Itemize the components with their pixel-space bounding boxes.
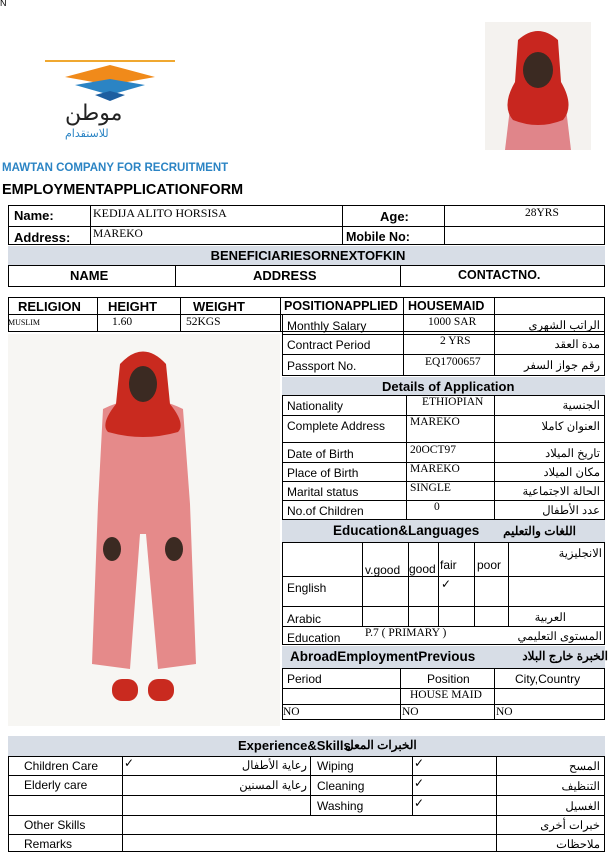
arabic-arabic: العربية: [534, 612, 566, 624]
abroad-col-position: Position: [427, 672, 470, 686]
company-name: MAWTAN COMPANY FOR RECRUITMENT: [2, 162, 229, 174]
complete-address-value: MAREKO: [410, 416, 460, 428]
wiping-arabic: المسح: [568, 761, 600, 773]
pob-label: Place of Birth: [287, 466, 359, 480]
english-fair-check-icon: ✓: [441, 577, 452, 591]
children-value: 0: [434, 501, 440, 513]
washing-check-icon: ✓: [414, 796, 425, 810]
abroad-title-arabic: الخبرة خارج البلاد: [522, 649, 608, 663]
contract-period-value: 2 YRS: [440, 335, 471, 347]
complete-address-label: Complete Address: [287, 419, 386, 433]
nationality-value: ETHIOPIAN: [422, 396, 484, 408]
pob-arabic: مكان الميلاد: [543, 467, 600, 479]
beneficiaries-col-name: NAME: [70, 268, 109, 283]
passport-arabic: رقم جواز السفر: [523, 360, 600, 372]
pob-value: MAREKO: [410, 463, 460, 475]
washing-arabic: الغسيل: [565, 801, 600, 813]
education-title-arabic: اللغات والتعليم: [503, 524, 576, 538]
children-care-check-icon: ✓: [124, 756, 135, 770]
abroad-period-no: NO: [283, 706, 300, 718]
arabic-label: Arabic: [287, 612, 322, 626]
level-fair: fair: [440, 558, 457, 572]
marital-status-value: SINGLE: [410, 482, 451, 494]
dob-arabic: تاريخ الميلاد: [545, 448, 600, 460]
cleaning-arabic: التنظيف: [561, 781, 600, 793]
corner-mark: N: [0, 0, 7, 8]
applicant-full-body-photo: [8, 334, 280, 726]
english-arabic: الانجليزية: [558, 548, 602, 560]
height-label: HEIGHT: [108, 299, 158, 314]
details-title: Details of Application: [382, 379, 515, 394]
age-value: 28YRS: [525, 207, 559, 219]
education-title: Education&Languages: [333, 523, 480, 538]
passport-value: EQ1700657: [425, 356, 481, 368]
position-applied-label: POSITIONAPPLIED: [284, 299, 398, 313]
children-care-arabic: رعاية الأطفال: [241, 760, 307, 772]
nationality-arabic: الجنسية: [562, 400, 600, 412]
children-arabic: عدد الأطفال: [542, 505, 600, 517]
beneficiaries-title: BENEFICIARIESORNEXTOFKIN: [210, 248, 406, 263]
form-title: EMPLOYMENTAPPLICATIONFORM: [2, 182, 244, 198]
mobile-label: Mobile No:: [346, 230, 410, 244]
abroad-title: AbroadEmploymentPrevious: [290, 649, 476, 664]
remarks-arabic: ملاحظات: [556, 839, 600, 851]
abroad-position-no: NO: [402, 706, 419, 718]
logo-arabic-text: موطن: [65, 101, 123, 126]
applicant-portrait-photo: [485, 22, 591, 150]
company-logo: [40, 55, 180, 155]
religion-label: RELIGION: [18, 299, 81, 314]
education-arabic: المستوى التعليمي: [517, 631, 602, 643]
age-label: Age:: [380, 209, 409, 224]
monthly-salary-arabic: الراتب الشهري: [528, 320, 600, 332]
name-label: Name:: [14, 208, 54, 223]
other-skills-label: Other Skills: [24, 818, 86, 832]
beneficiaries-col-address: ADDRESS: [253, 268, 317, 283]
other-skills-arabic: خبرات أخرى: [540, 820, 600, 832]
dob-value: 20OCT97: [410, 444, 456, 456]
dob-label: Date of Birth: [287, 447, 354, 461]
weight-value: 52KGS: [186, 316, 221, 328]
address-label: Address:: [14, 230, 71, 245]
complete-address-arabic: العنوان كاملا: [541, 421, 600, 433]
wiping-label: Wiping: [317, 759, 354, 773]
cleaning-label: Cleaning: [317, 779, 365, 793]
address-value: MAREKO: [93, 228, 143, 240]
name-value: KEDIJA ALITO HORSISA: [93, 206, 227, 220]
skills-title-arabic: الخبرات المعل: [345, 738, 417, 752]
logo-arabic-subtext: للاستقدام: [65, 127, 109, 140]
marital-status-arabic: الحالة الاجتماعية: [522, 486, 600, 498]
contract-period-label: Contract Period: [287, 338, 371, 352]
height-value: 1.60: [112, 316, 133, 328]
skills-title: Experience&Skills: [238, 738, 351, 753]
children-label: No.of Children: [287, 504, 364, 518]
religion-value: MUSLIM: [8, 318, 41, 327]
level-good: good: [409, 562, 436, 576]
wiping-check-icon: ✓: [414, 756, 425, 770]
contract-period-arabic: مدة العقد: [554, 339, 600, 351]
weight-label: WEIGHT: [193, 299, 245, 314]
position-applied-value: HOUSEMAID: [408, 299, 485, 313]
abroad-position-value: HOUSE MAID: [410, 689, 482, 701]
level-vgood: v.good: [365, 563, 401, 577]
elderly-care-label: Elderly care: [24, 778, 88, 792]
cleaning-check-icon: ✓: [414, 776, 425, 790]
marital-status-label: Marital status: [287, 485, 359, 499]
level-poor: poor: [477, 558, 502, 572]
monthly-salary-label: Monthly Salary: [287, 319, 367, 333]
monthly-salary-value: 1000 SAR: [428, 316, 477, 328]
education-value: P.7 ( PRIMARY ): [365, 627, 447, 639]
passport-label: Passport No.: [287, 359, 357, 373]
washing-label: Washing: [317, 799, 364, 813]
abroad-col-city: City,Country: [515, 672, 581, 686]
children-care-label: Children Care: [24, 759, 99, 773]
abroad-city-no: NO: [496, 706, 513, 718]
elderly-care-arabic: رعاية المسنين: [239, 780, 307, 792]
remarks-label: Remarks: [24, 837, 73, 851]
english-label: English: [287, 581, 327, 595]
education-label: Education: [287, 631, 341, 645]
nationality-label: Nationality: [287, 399, 344, 413]
beneficiaries-col-contact: CONTACTNO.: [458, 268, 541, 282]
abroad-col-period: Period: [287, 672, 322, 686]
